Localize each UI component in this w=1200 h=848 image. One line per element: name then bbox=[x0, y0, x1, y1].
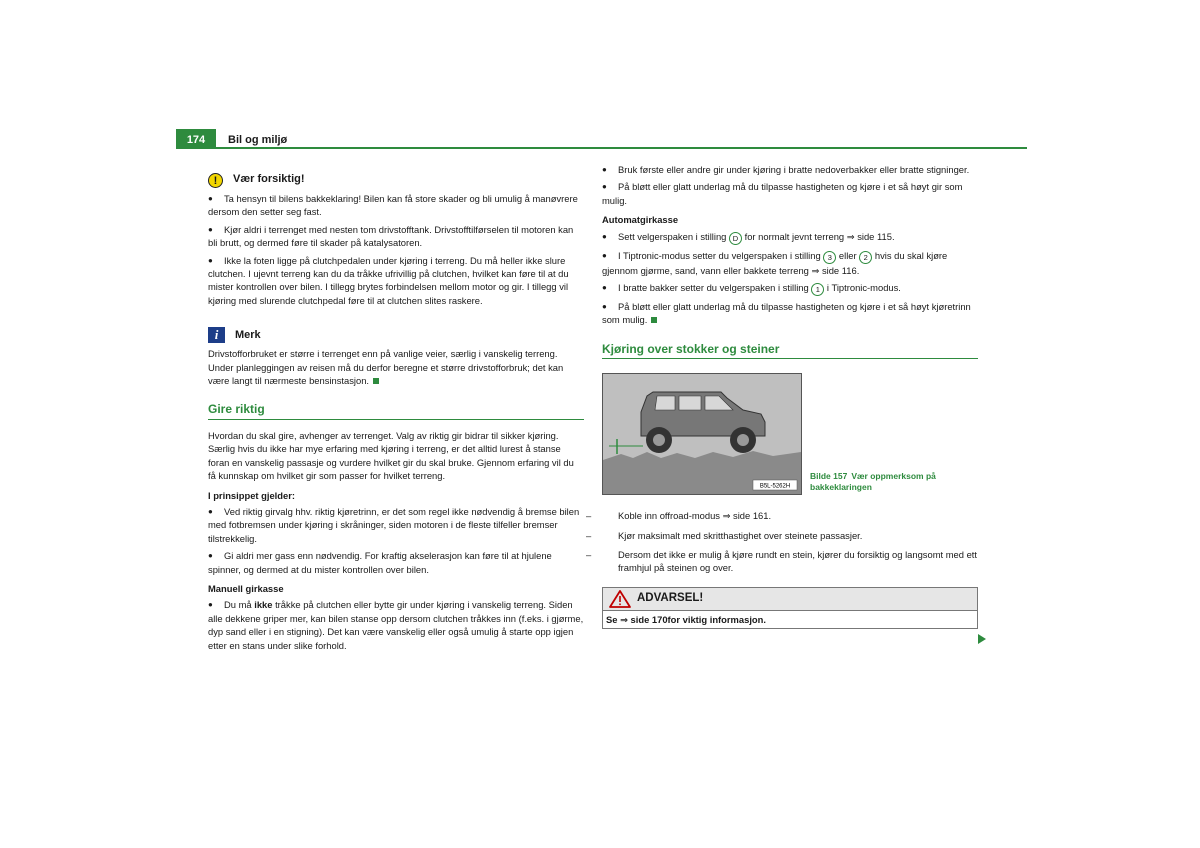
figure-157 bbox=[602, 373, 978, 495]
principle-item: ● Ved riktig girvalg hhv. riktig kjøretrinn, er det som regel ikke nødvendig å bremse bilen med fotbremsen under kjøring i skråninger, siden motoren i de fleste tilfeller bremser tilstrekkelig. bbox=[208, 505, 580, 544]
position-badge: 1 bbox=[811, 283, 824, 296]
caution-title-text: Vær forsiktig! bbox=[233, 173, 305, 186]
section-title: Bil og miljø bbox=[228, 134, 288, 146]
page-number: 174 bbox=[176, 129, 216, 149]
end-marker-icon bbox=[651, 317, 657, 323]
gear-item: ● På bløtt eller glatt underlag må du tilpasse hastigheten og kjøre i et så høyt gir som mulig. bbox=[602, 181, 963, 206]
position-badge: 3 bbox=[823, 251, 836, 264]
auto-item: ● På bløtt eller glatt underlag må du tilpasse hastigheten og kjøre i et så høyt kjøretrinn som mulig. bbox=[602, 301, 971, 326]
warning-box bbox=[602, 587, 978, 629]
note-text: Drivstofforbruket er større i terrenget enn på vanlige veier, særlig i vanskelig terreng. Under planleggingen av reisen må du derfor beregne et større drivstofforbruk; det kan være langt til nærmeste bensinstasjon. bbox=[208, 348, 564, 387]
caution-item: ● Ta hensyn til bilens bakkeklaring! Bilen kan få store skader og bli umulig å manøvrere dersom den setter seg fast. bbox=[208, 193, 578, 218]
note-title bbox=[208, 325, 584, 345]
heading-gire-riktig: Gire riktig bbox=[208, 403, 584, 419]
right-column bbox=[586, 163, 978, 629]
caution-item: ● Kjør aldri i terrenget med nesten tom drivstofftank. Drivstofftilførselen til motoren kan bli brutt, og dermed føre til skader på katalysatoren. bbox=[208, 223, 574, 249]
note-title-text: Merk bbox=[235, 328, 261, 341]
warning-head bbox=[603, 588, 977, 611]
auto-item: ● I Tiptronic-modus setter du velgerspaken i stilling 3 eller 2 hvis du skal kjøre gjennom gjørme, sand, vann eller bakkete terreng ⇒ side 116. bbox=[602, 249, 948, 276]
manual-item: ● Du må ikke tråkke på clutchen eller bytte gir under kjøring i vanskelig terreng. Siden alle dekkene griper mer, kan bilen stanse opp dersom clutchen tråkkes inn (f.eks. i gjørme, dyp sand eller i en stigning). Det kan være vanskelig eller også umulig å starte opp igjen etter en stans under slike forhold. bbox=[208, 599, 584, 651]
figure-code: B5L-5262H bbox=[759, 483, 791, 490]
car-illustration bbox=[602, 373, 802, 495]
gear-item: ● Bruk første eller andre gir under kjøring i bratte nedoverbakker eller bratte stigninger. bbox=[602, 164, 970, 175]
step-item: – Kjør maksimalt med skritthastighet over steinete passasjer. bbox=[586, 529, 863, 541]
position-badge: D bbox=[729, 232, 742, 245]
step-item: – Dersom det ikke er mulig å kjøre rundt en stein, kjører du forsiktig og langsomt med ett framhjul på steinen og over. bbox=[586, 549, 977, 574]
figure-caption: Bilde 157 Vær oppmerksom på bakkeklaringen bbox=[810, 471, 936, 493]
caution-title bbox=[208, 170, 584, 190]
warning-title: ADVARSEL! bbox=[637, 592, 704, 605]
info-icon: i bbox=[208, 327, 225, 343]
car-on-rocks-icon bbox=[603, 374, 801, 494]
left-column bbox=[208, 170, 584, 656]
caution-item: ● Ikke la foten ligge på clutchpedalen under kjøring i terreng. Du må heller ikke slure clutchen. I ujevnt terreng kan du da tråkke ufrivillig på clutchen, hvilket kan føre til at du mister kontrollen over bilen. I tillegg brytes forbindelsen mellom motor og gir. I tillegg vil kjøring med slurende clutchpedal føre til at clutchen slites raskere. bbox=[208, 254, 569, 306]
auto-item: ● I bratte bakker setter du velgerspaken i stilling 1 i Tiptronic-modus. bbox=[602, 282, 901, 295]
warning-text: Se ⇒ side 170for viktig informasjon. bbox=[606, 613, 766, 625]
gire-intro: Hvordan du skal gire, avhenger av terrenget. Valg av riktig gir bidrar til sikker kjøring. Særlig hvis du ikke har mye erfaring med kjøring i terreng, er det alltid lurest å stanse foran en vanskelig passasje og vurdere hvilket gir du skal bruke. Gjennom erfaring vil du få kunnskap om hvilket gir som passer for hvilket terreng. bbox=[208, 429, 574, 482]
position-badge: 2 bbox=[859, 251, 872, 264]
step-item: – Koble inn offroad-modus ⇒ side 161. bbox=[586, 510, 772, 522]
principle-item: ● Gi aldri mer gass enn nødvendig. For kraftig akselerasjon kan føre til at hjulene spinner, og dermed at du mister kontrollen over bilen. bbox=[208, 550, 552, 575]
header-rule bbox=[216, 147, 1027, 149]
auto-heading: Automatgirkasse bbox=[602, 214, 679, 226]
manual-heading: Manuell girkasse bbox=[208, 582, 284, 594]
warning-triangle-icon bbox=[603, 589, 637, 609]
exclamation-icon: ! bbox=[208, 173, 223, 188]
auto-item: ● Sett velgerspaken i stilling D for normalt jevnt terreng ⇒ side 115. bbox=[602, 230, 895, 243]
next-page-arrow-icon bbox=[978, 634, 986, 644]
principle-heading: I prinsippet gjelder: bbox=[208, 489, 295, 501]
end-marker-icon bbox=[373, 378, 379, 384]
page-header bbox=[176, 129, 1027, 149]
heading-stokker: Kjøring over stokker og steiner bbox=[602, 343, 978, 359]
